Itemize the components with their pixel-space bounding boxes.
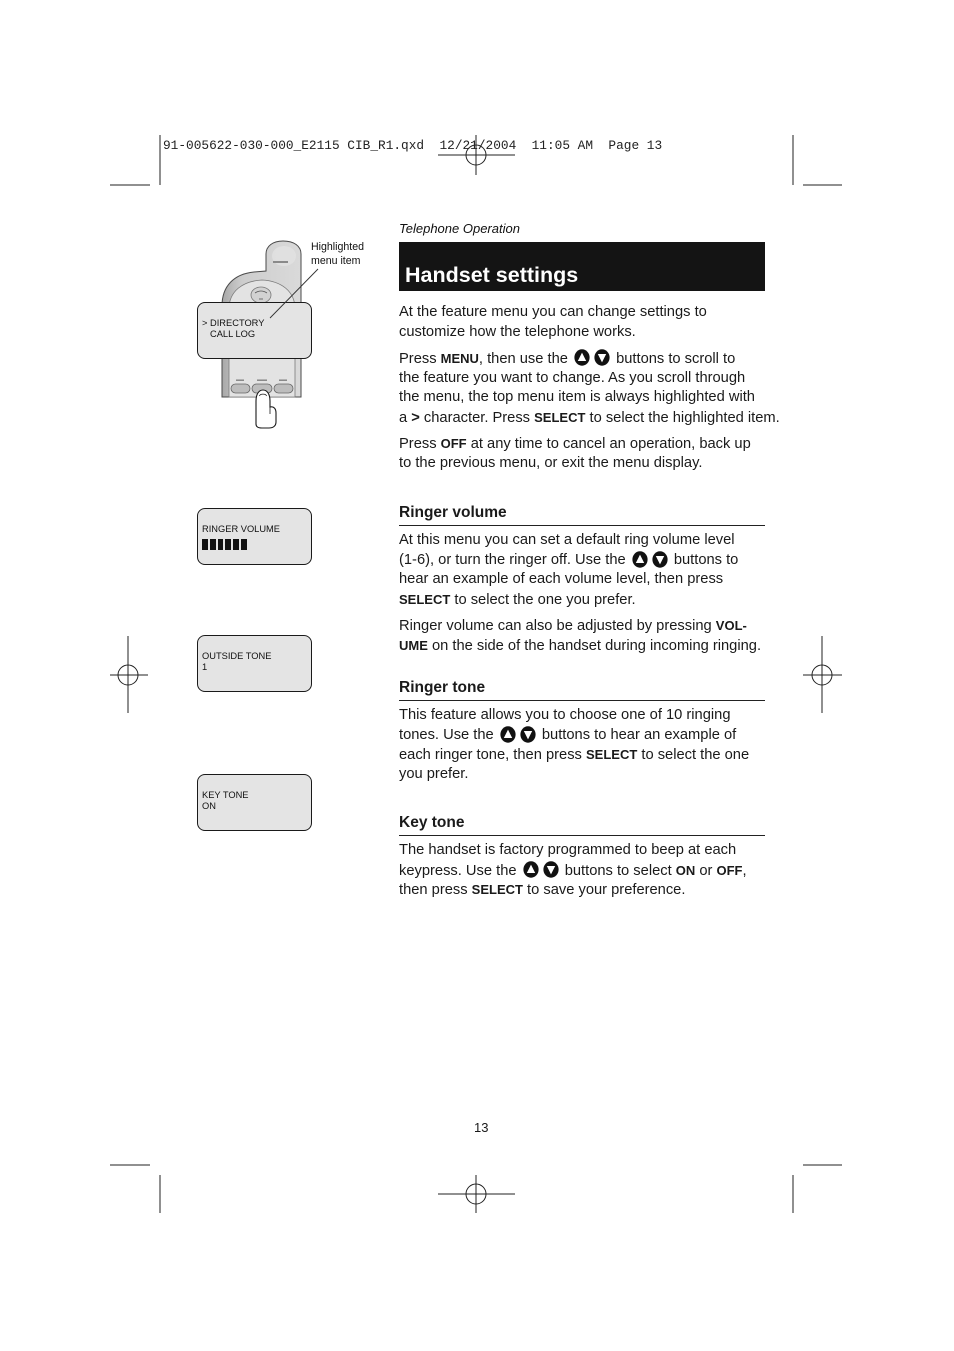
text-segment: tones. Use the: [399, 726, 498, 743]
up-arrow-button-icon: [574, 349, 590, 366]
text-segment: Ringer volume can also be adjusted by pressing: [399, 618, 716, 634]
intro-paragraph-3: [399, 434, 765, 473]
outside-tone-display-screen: [197, 635, 312, 692]
text-line: [399, 726, 765, 746]
heading-rule: [399, 700, 765, 701]
text-line: [399, 303, 765, 323]
intro-paragraph-2: [399, 349, 780, 427]
display-line: 1: [202, 662, 208, 672]
off-option-label: OFF: [716, 862, 743, 878]
text-line: [399, 369, 765, 389]
crop-mark-bottom-right: [793, 1165, 842, 1213]
text-segment: a: [399, 409, 412, 426]
volume-level-block: [202, 539, 208, 550]
text-segment: to select the one: [637, 747, 750, 763]
ringer-tone-paragraph: [399, 706, 765, 784]
select-key-label: SELECT: [534, 409, 586, 425]
crop-mark-bottom-left: [110, 1165, 160, 1213]
text-segment: to select the one you prefer.: [450, 591, 636, 608]
text-line: [399, 388, 765, 408]
print-slug: 91-005622-030-000_E2115 CIB_R1.qxd 12/21/2004 11:05 AM Page 13: [163, 138, 663, 153]
registration-mark-bottom: [438, 1175, 515, 1213]
highlight-character: >: [411, 409, 420, 426]
off-key-label: OFF: [440, 436, 467, 451]
text-segment: keypress. Use the: [399, 862, 521, 879]
select-key-label: SELECT: [471, 882, 523, 897]
intro-paragraph-1: [399, 303, 765, 342]
registration-mark-left: [110, 636, 148, 713]
volume-level-bar: [202, 539, 311, 550]
text-segment: buttons to scroll to: [612, 351, 736, 367]
text-line: [399, 590, 765, 610]
display-line: RINGER VOLUME: [202, 524, 281, 534]
text-segment: buttons to hear an example of: [537, 726, 737, 743]
text-segment: This feature allows you to choose one of 10 ringing: [399, 707, 731, 723]
text-segment: (1-6), or turn the ringer off. Use the: [399, 551, 630, 568]
text-line: [399, 765, 765, 785]
text-line: [399, 880, 765, 900]
text-segment: buttons to select: [560, 862, 676, 879]
display-line: KEY TONE: [202, 790, 249, 800]
text-line: [399, 706, 765, 726]
text-segment: on the side of the handset during incoming ringing.: [427, 637, 762, 654]
volume-key-label: UME: [399, 637, 428, 653]
text-segment: you prefer.: [399, 765, 469, 782]
section-label: Telephone Operation: [399, 221, 520, 236]
text-segment: The handset is factory programmed to beep at each: [399, 842, 737, 858]
text-line: [399, 861, 765, 881]
display-line: OUTSIDE TONE: [202, 651, 272, 661]
text-segment: ,: [742, 862, 747, 879]
text-segment: or: [695, 862, 717, 879]
text-segment: to select the highlighted item.: [585, 409, 780, 426]
text-line: [399, 616, 765, 636]
text-segment: to save your preference.: [522, 882, 686, 898]
heading-rule: [399, 525, 765, 526]
text-line: [399, 551, 765, 571]
key-tone-paragraph: [399, 841, 765, 900]
text-segment: Press: [399, 351, 441, 367]
text-segment: At the feature menu you can change settings to: [399, 304, 707, 320]
volume-level-block: [218, 539, 224, 550]
on-option-label: ON: [675, 862, 696, 878]
callout-line: Highlighted: [311, 241, 365, 253]
text-segment: at any time to cancel an operation, back up: [466, 436, 751, 452]
text-segment: buttons to: [669, 551, 739, 568]
text-segment: the menu, the top menu item is always highlighted with: [399, 389, 755, 405]
down-arrow-button-icon: [520, 726, 536, 743]
text-line: [399, 349, 765, 369]
down-arrow-button-icon: [652, 551, 668, 568]
display-line-highlighted: > DIRECTORY: [202, 318, 265, 328]
ringer-volume-heading: Ringer volume: [399, 504, 507, 521]
up-arrow-button-icon: [632, 551, 648, 568]
text-segment: to the previous menu, or exit the menu display.: [399, 454, 703, 471]
text-line: [399, 323, 765, 343]
display-line: CALL LOG: [210, 329, 256, 339]
ringer-volume-paragraph-2: [399, 616, 765, 655]
key-tone-display-screen: [197, 774, 312, 831]
select-key-label: SELECT: [585, 747, 638, 762]
text-line: [399, 636, 765, 656]
menu-key-label: MENU: [440, 351, 479, 366]
up-arrow-button-icon: [500, 726, 516, 743]
text-segment: Press: [399, 436, 441, 452]
display-line: ON: [202, 801, 216, 811]
down-arrow-button-icon: [594, 349, 610, 366]
up-arrow-button-icon: [523, 861, 539, 878]
text-segment: customize how the telephone works.: [399, 323, 636, 340]
crop-mark-top-right: [793, 135, 842, 185]
page-title: Handset settings: [405, 263, 579, 287]
callout-leader-line: [260, 262, 325, 327]
registration-mark-right: [803, 636, 842, 713]
text-line: [399, 434, 765, 454]
ringer-tone-heading: Ringer tone: [399, 679, 486, 696]
text-line: [399, 454, 765, 474]
text-line: [399, 570, 765, 590]
key-tone-heading: Key tone: [399, 814, 465, 831]
volume-level-block: [210, 539, 216, 550]
text-line: [399, 841, 765, 861]
text-segment: , then use the: [478, 351, 572, 367]
crop-mark-top-left: [110, 135, 160, 185]
text-segment: then press: [399, 882, 472, 898]
text-line: [399, 531, 765, 551]
text-segment: the feature you want to change. As you scroll through: [399, 369, 746, 386]
ringer-volume-paragraph-1: [399, 531, 765, 609]
title-bar: [399, 242, 765, 291]
text-line: [399, 408, 780, 428]
callout-line: menu item: [311, 255, 361, 267]
heading-rule: [399, 835, 765, 836]
page-number: 13: [474, 1120, 489, 1135]
down-arrow-button-icon: [543, 861, 559, 878]
select-key-label: SELECT: [399, 591, 451, 607]
volume-level-block: [233, 539, 239, 550]
text-segment: character. Press: [419, 409, 535, 426]
text-segment: At this menu you can set a default ring volume level: [399, 532, 735, 548]
volume-level-block: [241, 539, 247, 550]
text-segment: hear an example of each volume level, then press: [399, 571, 724, 587]
text-line: [399, 745, 765, 765]
ringer-volume-display-screen: [197, 508, 312, 565]
volume-key-label: VOL-: [715, 618, 747, 633]
volume-level-block: [225, 539, 231, 550]
text-segment: each ringer tone, then press: [399, 747, 586, 763]
